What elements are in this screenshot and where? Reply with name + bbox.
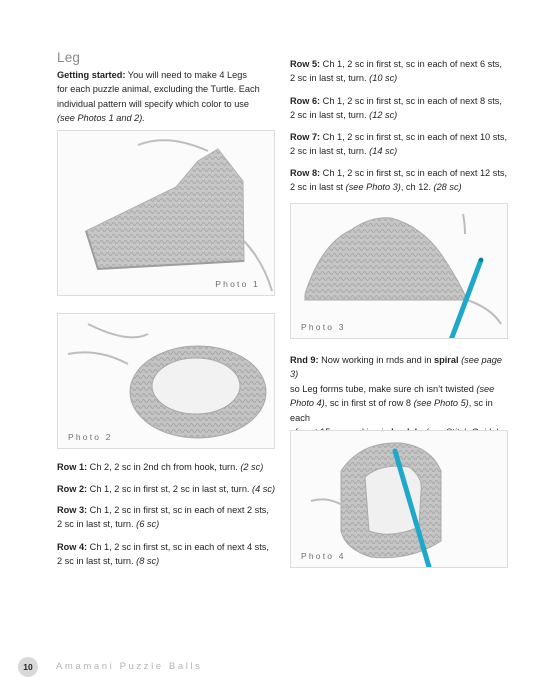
row-text: Ch 1, 2 sc in first st, sc in each of next 8 sts, bbox=[320, 96, 502, 106]
page-ref: (see page 3) bbox=[290, 355, 502, 380]
running-title: Amamani Puzzle Balls bbox=[56, 661, 203, 672]
photo-3-label: Photo 3 bbox=[301, 322, 346, 332]
row-label: Row 8: bbox=[290, 168, 321, 178]
stitch-count: (8 sc) bbox=[136, 556, 160, 567]
row-5 bbox=[290, 57, 512, 86]
photo-4-label: Photo 4 bbox=[301, 551, 346, 561]
intro-lead: Getting started: bbox=[57, 70, 126, 80]
photo-ref: (see Photo 3) bbox=[345, 182, 401, 193]
row-text: Ch 1, 2 sc in first st, sc in each of next 4 sts, bbox=[87, 542, 269, 552]
stitch-count: (6 sc) bbox=[136, 519, 160, 530]
row-text: so Leg forms tube, make sure ch isn’t twisted bbox=[290, 383, 477, 394]
row-label: Row 7: bbox=[290, 132, 321, 142]
photo-1-label: Photo 1 bbox=[215, 279, 260, 289]
row-text: 2 sc in last st, turn. bbox=[290, 110, 370, 121]
row-text: Ch 1, 2 sc in first st, sc in each of next 12 sts, bbox=[320, 168, 508, 178]
row-8 bbox=[290, 166, 512, 195]
crochet-leg-tube bbox=[58, 314, 275, 449]
row-text: Ch 2, 2 sc in 2nd ch from hook, turn. bbox=[87, 462, 241, 472]
intro-text: You will need to make 4 Legs bbox=[125, 70, 247, 80]
stitch-count: (28 sc) bbox=[433, 182, 462, 193]
row-4 bbox=[57, 540, 275, 569]
row-text: Ch 1, 2 sc in first st, sc in each of next 10 sts, bbox=[320, 132, 508, 142]
photo-3 bbox=[290, 203, 508, 339]
row-text: 2 sc in last st, turn. bbox=[290, 73, 370, 84]
row-label: Row 6: bbox=[290, 96, 321, 106]
row-label: Row 1: bbox=[57, 462, 88, 472]
row-text: , sc in first st of row 8 bbox=[324, 398, 414, 409]
term-spiral: spiral bbox=[434, 355, 459, 365]
row-7 bbox=[290, 130, 512, 159]
row-text: Now working in rnds and in bbox=[318, 355, 435, 365]
crochet-fan-with-hook bbox=[291, 204, 508, 339]
photo-ref: Photo 4) bbox=[290, 398, 325, 409]
intro-paragraph bbox=[57, 68, 275, 126]
row-text: , ch 12. bbox=[400, 182, 434, 193]
row-label: Row 5: bbox=[290, 59, 321, 69]
photo-ref: (see bbox=[476, 383, 495, 394]
row-text: Ch 1, 2 sc in first st, sc in each of next 6 sts, bbox=[320, 59, 502, 69]
row-text: 2 sc in last st bbox=[290, 182, 346, 193]
stitch-count: (10 sc) bbox=[369, 73, 398, 84]
crochet-tube-with-hook bbox=[291, 431, 508, 568]
crochet-triangle-piece bbox=[58, 131, 275, 296]
stitch-count: (4 sc) bbox=[252, 484, 276, 494]
intro-text: individual pattern will specify which color to use bbox=[57, 98, 250, 109]
row-1 bbox=[57, 460, 275, 474]
row-2 bbox=[57, 482, 275, 496]
row-text: , sc in each bbox=[290, 398, 493, 423]
stitch-count: (12 sc) bbox=[369, 110, 398, 121]
row-text: 2 sc in last st, turn. bbox=[57, 519, 137, 530]
stitch-count: (14 sc) bbox=[369, 146, 398, 157]
row-text: 2 sc in last st, turn. bbox=[57, 556, 137, 567]
row-label: Row 2: bbox=[57, 484, 88, 494]
row-label: Row 4: bbox=[57, 542, 88, 552]
photo-2 bbox=[57, 313, 275, 449]
photo-1 bbox=[57, 130, 275, 296]
page-number: 10 bbox=[18, 657, 38, 677]
row-label: Rnd 9: bbox=[290, 355, 319, 365]
intro-ref: (see Photos 1 and 2). bbox=[57, 113, 145, 124]
photo-4 bbox=[290, 430, 508, 568]
row-text: Ch 1, 2 sc in first st, sc in each of next 2 sts, bbox=[87, 505, 269, 515]
row-label: Row 3: bbox=[57, 505, 88, 515]
stitch-count: (2 sc) bbox=[240, 462, 264, 472]
row-text: 2 sc in last st, turn. bbox=[290, 146, 370, 157]
row-6 bbox=[290, 94, 512, 123]
photo-ref: (see Photo 5) bbox=[413, 398, 469, 409]
row-text: Ch 1, 2 sc in first st, 2 sc in last st, turn. bbox=[87, 484, 253, 494]
section-heading: Leg bbox=[57, 50, 81, 65]
row-3 bbox=[57, 503, 275, 532]
photo-2-label: Photo 2 bbox=[68, 432, 113, 442]
intro-text: for each puzzle animal, excluding the Turtle. Each bbox=[57, 84, 260, 95]
